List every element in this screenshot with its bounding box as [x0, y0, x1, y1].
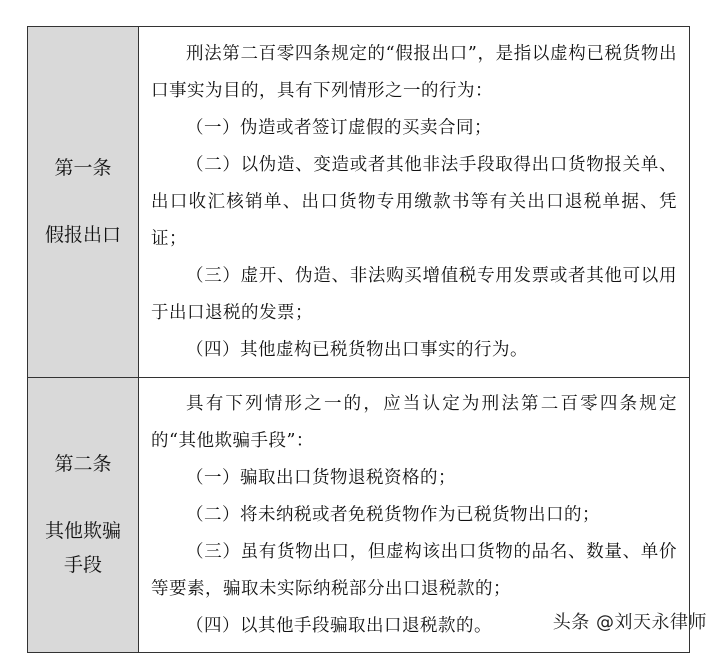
paragraph: （二）以伪造、变造或者其他非法手段取得出口货物报关单、出口收汇核销单、出口货物专用缴款书等有关出口退税单据、凭证； [151, 154, 677, 249]
paragraph: （三）虚开、伪造、非法购买增值税专用发票或者其他可以用于出口退税的发票； [151, 265, 677, 323]
article-title-line2: 手段 [63, 554, 102, 577]
article-label-cell [28, 378, 139, 653]
paragraph: （一）伪造或者签订虚假的买卖合同； [186, 117, 492, 138]
paragraph: （三）虽有货物出口，但虚构该出口货物的品名、数量、单价等要素，骗取未实际纳税部分出口退税款的； [151, 541, 677, 599]
watermark: 头条 @刘天永律师 [552, 612, 707, 633]
paragraph: 刑法第二百零四条规定的“假报出口”，是指以虚构已税货物出口事实为目的，具有下列情形之一的行为： [151, 43, 677, 101]
paragraph: 具有下列情形之一的，应当认定为刑法第二百零四条规定的“其他欺骗手段”： [151, 393, 677, 451]
article-number: 第一条 [54, 157, 112, 180]
article-title: 假报出口 [44, 224, 121, 246]
table-row [28, 27, 690, 378]
paragraph: （四）以其他手段骗取出口退税款的。 [186, 615, 492, 636]
law-table [27, 26, 690, 653]
paragraph: （一）骗取出口货物退税资格的； [186, 467, 456, 488]
paragraph: （二）将未纳税或者免税货物作为已税货物出口的； [186, 504, 600, 525]
article-title-line1: 其他欺骗 [44, 519, 121, 542]
article-number: 第二条 [54, 452, 112, 475]
article-label-cell [28, 27, 139, 378]
article-content-cell [139, 27, 690, 378]
paragraph: （四）其他虚构已税货物出口事实的行为。 [186, 339, 528, 360]
